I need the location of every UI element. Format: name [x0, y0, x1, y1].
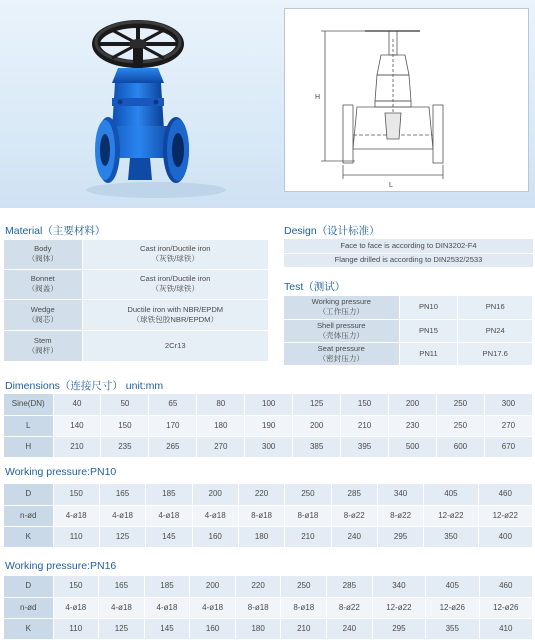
hero-banner [0, 0, 535, 208]
pn16-title: Working pressure:PN16 [5, 560, 117, 572]
technical-drawing [284, 8, 529, 192]
material-table [4, 240, 268, 362]
design-title: Design（设计标准） [284, 225, 380, 237]
table-row: Working pressure （工作压力） PN10 PN16 [284, 296, 533, 319]
gate-valve-photo [60, 8, 240, 203]
table-row: K 110 125 145 160 180 210 240 295 350 400 [4, 526, 533, 547]
table-row: D 150 165 185 200 220 250 285 340 405 460 [4, 576, 533, 597]
test-table [284, 296, 533, 366]
table-row: H 210 235 265 270 300 385 395 500 600 670 [4, 436, 533, 457]
unit-label: unit:mm [125, 380, 164, 392]
table-row: n-ød 4-ø18 4-ø18 4-ø18 4-ø18 8-ø18 8-ø18 8-ø22 8-ø22 12-ø22 12-ø22 [4, 505, 533, 526]
drawing-label-l: L [389, 182, 393, 189]
table-row: Shell pressure （壳体压力） PN15 PN24 [284, 319, 533, 342]
table-row: Sine(DN) 40 50 65 80 100 125 150 200 250 300 [4, 394, 533, 415]
table-row: Flange drilled is according to DIN2532/2533 [284, 253, 533, 267]
table-row: Seat pressure （密封压力） PN11 PN17.6 [284, 342, 533, 365]
table-row: Face to face is according to DIN3202-F4 [284, 239, 533, 253]
test-title: Test（测试） [284, 281, 346, 293]
table-row: D 150 165 185 200 220 250 285 340 405 460 [4, 484, 533, 505]
pn10-title: Working pressure:PN10 [5, 466, 117, 478]
table-row: Body （阀体） Cast iron/Ductile iron （灰铁/球铁） [4, 240, 268, 269]
table-row: K 110 125 145 160 180 210 240 295 355 410 [4, 618, 533, 639]
table-row: Wedge （阀芯） Ductile iron with NBR/EPDM （球铁包胶NBR/EPDM） [4, 299, 268, 330]
pn16-table [4, 576, 533, 640]
dimensions-table [4, 394, 533, 458]
pn10-table [4, 484, 533, 548]
drawing-label-h: H [315, 94, 321, 101]
design-table [284, 239, 533, 268]
table-row: n-ød 4-ø18 4-ø18 4-ø18 4-ø18 8-ø18 8-ø18 8-ø22 12-ø22 12-ø26 12-ø26 [4, 597, 533, 618]
table-row: Stem （阀杆） 2Cr13 [4, 330, 268, 361]
material-title: Material（主要材料） [5, 225, 106, 237]
table-row: Bonnet （阀盖） Cast iron/Ductile iron （灰铁/球铁） [4, 269, 268, 299]
table-row: L 140 150 170 180 190 200 210 230 250 270 [4, 415, 533, 436]
dimensions-title: Dimensions（连接尺寸） unit:mm [5, 380, 164, 392]
